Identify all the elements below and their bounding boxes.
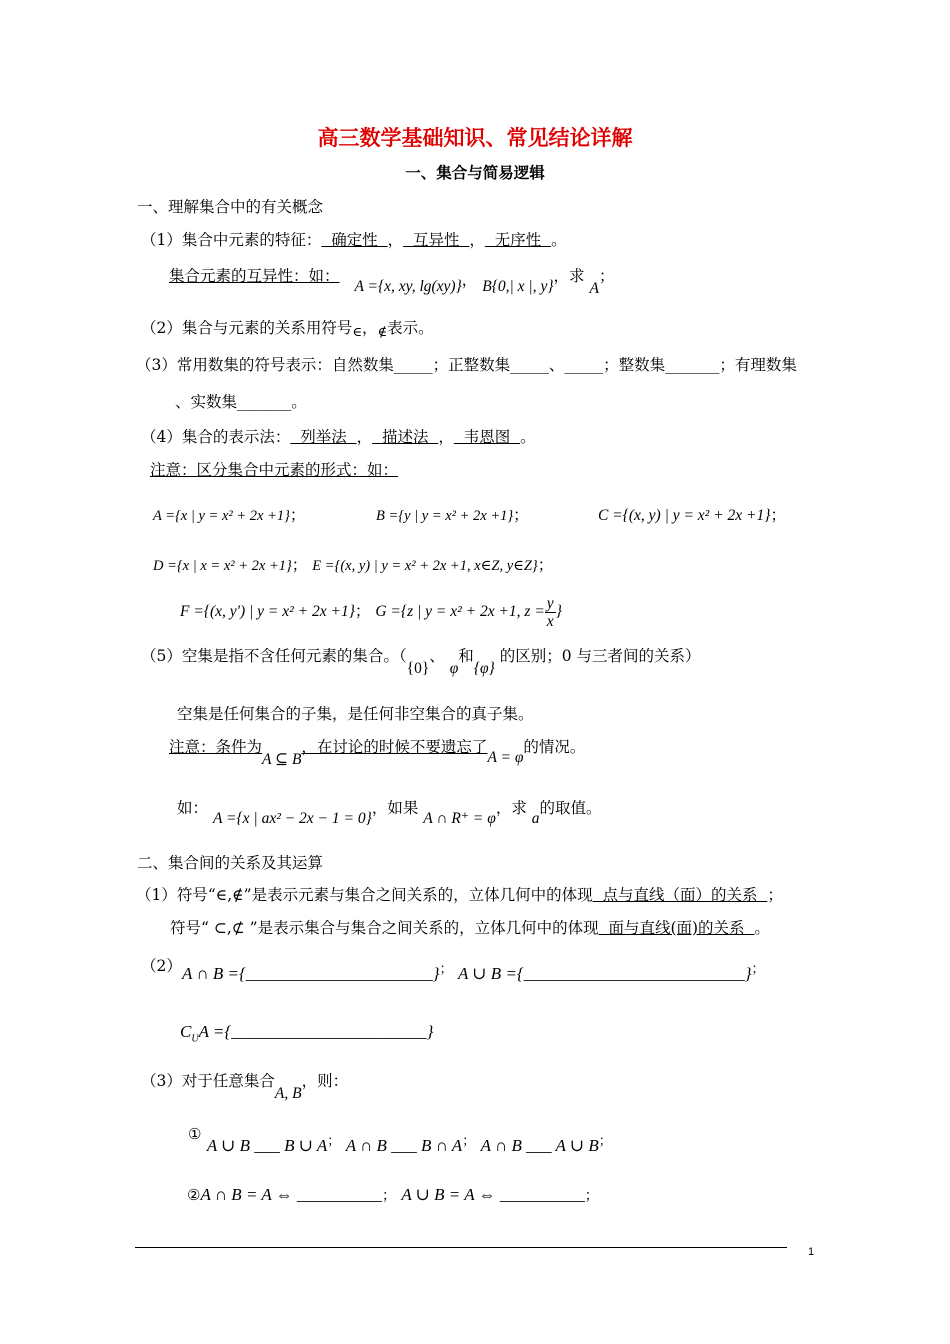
item-2-3-text: （3）对于任意集合 bbox=[141, 1072, 275, 1090]
section-heading-2: 二、集合间的关系及其运算 bbox=[137, 854, 324, 872]
blank-roster: 列举法 bbox=[290, 428, 357, 446]
item-2-1a-end: ； bbox=[767, 886, 783, 904]
intersection-def: A ∩ B ={______________________} bbox=[182, 964, 440, 983]
note-pre: 注意：条件为 bbox=[169, 738, 263, 756]
fraction-y-over-x bbox=[545, 595, 556, 630]
union-equiv: A ∪ B = A ⇔ __________ bbox=[401, 1185, 585, 1204]
empty-subset-statement: 空集是任何集合的子集，是任何非空集合的真子集。 bbox=[177, 705, 534, 723]
item-5-end: 的区别；0 与三者间的关系） bbox=[499, 647, 701, 665]
page-number: 1 bbox=[808, 1246, 815, 1258]
set-D-E-definition: D ={x | x = x² + 2x +1}； E ={(x, y) | y = x² + 2x +1, x∈Z, y∈Z}； bbox=[153, 556, 554, 574]
set-B-definition: B ={y | y = x² + 2x +1}； bbox=[376, 506, 529, 524]
in-symbol: ∈ bbox=[352, 324, 362, 339]
set-G-math: G ={z | y = x² + 2x +1, z = bbox=[375, 603, 545, 620]
item-4-representations: （4）集合的表示法： 列举法 ， 描述法 ， 韦恩图 。 bbox=[141, 428, 536, 446]
relations-row-2 bbox=[187, 1185, 599, 1206]
set-B-example: B{0,| x |, y} bbox=[482, 278, 554, 295]
set-C-definition: C ={(x, y) | y = x² + 2x +1}； bbox=[598, 506, 786, 524]
item-2-end: 表示。 bbox=[387, 319, 434, 337]
note-subset-condition bbox=[169, 737, 586, 768]
section-heading-1: 一、理解集合中的有关概念 bbox=[137, 198, 324, 216]
semicolon: ； bbox=[598, 1134, 612, 1149]
note-mid: ，在讨论的时候不要遗忘了 bbox=[301, 738, 488, 756]
distinctness-label: 集合元素的互异性：如： bbox=[169, 267, 340, 285]
subset-expr: A ⊆ B bbox=[262, 751, 302, 768]
intersection-union-defs bbox=[182, 964, 765, 986]
item-2-3-end: ，则： bbox=[301, 1072, 349, 1090]
set-zero: {0} bbox=[406, 660, 430, 677]
example-end: 的取值。 bbox=[539, 799, 602, 817]
note-element-forms bbox=[150, 460, 398, 480]
set-F-math: F ={(x, y') | y = x² + 2x +1} bbox=[180, 603, 355, 620]
separator: 、 bbox=[429, 647, 445, 665]
set-E-math: E ={(x, y) | y = x² + 2x +1, x∈Z, y∈Z} bbox=[312, 558, 538, 574]
item-2-1a bbox=[136, 885, 783, 905]
set-A-definition: A ={x | y = x² + 2x +1}； bbox=[153, 506, 306, 524]
item-2-prefix: （2）集合与元素的关系用符号 bbox=[141, 319, 353, 337]
blank-point-line: 点与直线（面）的关系 bbox=[592, 886, 768, 904]
footer-divider bbox=[135, 1247, 787, 1248]
document-title: 高三数学基础知识、常见结论详解 bbox=[317, 126, 633, 150]
item-5-empty-set bbox=[141, 646, 701, 677]
not-in-symbol: ∉ bbox=[377, 324, 388, 339]
item-2-membership bbox=[141, 318, 434, 339]
intersection-expr: A ∩ R⁺ = φ bbox=[423, 810, 496, 827]
blank-distinctness: 互异性 bbox=[403, 231, 470, 249]
item-1-prefix: （1）集合中元素的特征： bbox=[141, 231, 322, 249]
chapter-heading: 一、集合与简易逻辑 bbox=[405, 164, 545, 182]
item-1-element-features: （1）集合中元素的特征： 确定性 ， 互异性 ， 无序性 。 bbox=[141, 231, 567, 249]
item-5-prefix: （5）空集是指不含任何元素的集合。（ bbox=[141, 647, 407, 665]
example-intersection bbox=[177, 798, 602, 827]
semicolon: ； bbox=[439, 962, 453, 977]
blank-unordered: 无序性 bbox=[484, 231, 552, 249]
param-a: a bbox=[531, 810, 540, 827]
item-1-end: 。 bbox=[551, 231, 567, 249]
universal-U: U bbox=[191, 1033, 199, 1045]
complement-rest: A ={_______________________} bbox=[198, 1022, 434, 1041]
union-def: A ∪ B ={__________________________} bbox=[457, 964, 752, 983]
empty-expr: A = φ bbox=[487, 749, 524, 766]
blank-determinacy: 确定性 bbox=[321, 231, 388, 249]
set-F-G-definition: F ={(x, y') | y = x² + 2x +1}； G ={z | y = x² + 2x +1, z = $\frac{y}{x}$ } bbox=[180, 594, 562, 630]
blank-description: 描述法 bbox=[372, 428, 439, 446]
set-A-math: A ={x | y = x² + 2x +1} bbox=[153, 508, 290, 524]
example-pre: 如： bbox=[177, 799, 209, 817]
blank-plane-line: 面与直线(面)的关系 bbox=[598, 919, 755, 937]
intersection-commute: A ∩ B ___ B ∩ A bbox=[345, 1136, 463, 1155]
example-mid: ，如果 bbox=[371, 799, 419, 817]
complement-def bbox=[180, 1022, 433, 1049]
intersection-vs-union: A ∩ B ___ A ∪ B bbox=[480, 1136, 599, 1155]
note-text: 注意：区分集合中元素的形式：如： bbox=[150, 461, 399, 479]
circled-1: ① bbox=[188, 1125, 202, 1143]
item-2-1a-text: （1）符号“∈,∉”是表示元素与集合之间关系的，立体几何中的体现 bbox=[136, 886, 593, 904]
intersection-equiv: A ∩ B = A ⇔ __________ bbox=[200, 1185, 382, 1204]
set-A-example: A ={x, xy, lg(xy)} bbox=[354, 278, 462, 295]
item-1b-distinctness-example bbox=[169, 266, 615, 297]
item-2-1b bbox=[170, 918, 770, 938]
set-A-var: A bbox=[589, 280, 599, 297]
semicolon: ； bbox=[751, 962, 765, 977]
blank-venn: 韦恩图 bbox=[453, 428, 521, 446]
and-text: 和 bbox=[458, 647, 474, 665]
item-3-real-numbers: 、实数集_______。 bbox=[175, 393, 307, 411]
empty-set-symbol: φ bbox=[449, 660, 459, 677]
close-brace: } bbox=[555, 603, 562, 620]
item-4-end: 。 bbox=[520, 428, 536, 446]
set-D-math: D ={x | x = x² + 2x +1} bbox=[153, 558, 292, 574]
item-2-2-label: （2） bbox=[141, 957, 182, 975]
set-C-math: C ={(x, y) | y = x² + 2x +1} bbox=[598, 507, 771, 524]
semicolon: ； bbox=[584, 1188, 599, 1204]
complement-C: C bbox=[180, 1022, 192, 1041]
semicolon: ； bbox=[381, 1188, 396, 1204]
comma: ， bbox=[362, 319, 378, 337]
item-3-number-sets: （3）常用数集的符号表示：自然数集_____；正整数集_____、_____；整数集_______；有理数集 bbox=[136, 356, 797, 374]
set-B-math: B ={y | y = x² + 2x +1} bbox=[376, 508, 514, 524]
set-of-empty: {φ} bbox=[473, 660, 495, 677]
numerator: y bbox=[546, 594, 554, 612]
example-find: ，求 bbox=[495, 799, 527, 817]
item-2-1b-end: 。 bbox=[754, 919, 770, 937]
relations-row-1 bbox=[188, 1125, 612, 1155]
comma: ， bbox=[461, 271, 478, 289]
semicolon: ； bbox=[327, 1134, 341, 1149]
find-text: ，求 bbox=[553, 267, 585, 285]
item-4-prefix: （4）集合的表示法： bbox=[141, 428, 291, 446]
circled-2: ② bbox=[187, 1186, 201, 1204]
item-2-1b-text: 符号“ ⊂,⊄ ”是表示集合与集合之间关系的，立体几何中的体现 bbox=[170, 919, 599, 937]
item-2-3 bbox=[141, 1071, 349, 1102]
semicolon: ； bbox=[598, 267, 615, 285]
note-end: 的情况。 bbox=[523, 738, 586, 756]
sets-AB: A, B bbox=[274, 1085, 302, 1102]
set-A-quadratic: A ={x | ax² − 2x − 1 = 0} bbox=[212, 810, 372, 827]
union-commute: A ∪ B ___ B ∪ A bbox=[206, 1136, 328, 1155]
semicolon: ； bbox=[462, 1134, 476, 1149]
denominator: x bbox=[546, 612, 554, 630]
